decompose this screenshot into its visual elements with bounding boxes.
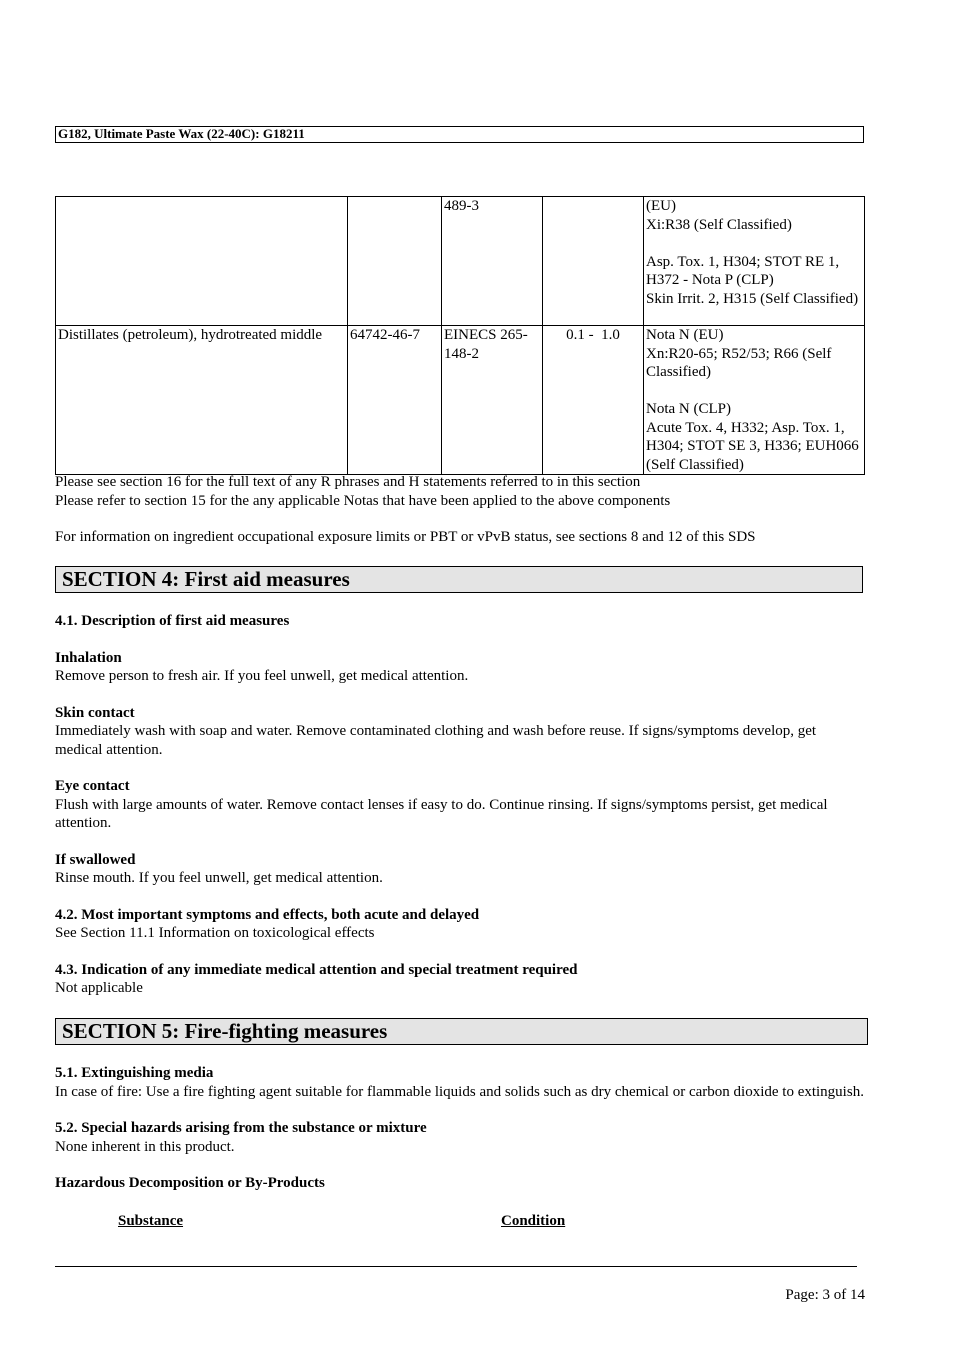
- column-header-condition: Condition: [501, 1213, 566, 1229]
- page-number: Page: 3 of 14: [785, 1287, 865, 1303]
- subsection-heading: 5.2. Special hazards arising from the substance or mixture: [55, 1120, 427, 1136]
- classification-line: Acute Tox. 4, H332; Asp. Tox. 1, H304; STOT SE 3, H336; EUH066 (Self Classified): [646, 419, 859, 473]
- table-notes: [55, 473, 875, 547]
- paragraph: None inherent in this product.: [55, 1138, 235, 1155]
- section-5-title: SECTION 5: Fire-fighting measures: [55, 1018, 868, 1045]
- document-header: G182, Ultimate Paste Wax (22-40C): G18211: [55, 126, 864, 143]
- subsection-heading: Skin contact: [55, 704, 135, 721]
- classification-line: Xn:R20-65; R52/53; R66 (Self Classified): [646, 345, 832, 380]
- subsection-heading: If swallowed: [55, 851, 136, 868]
- paragraph: In case of fire: Use a fire fighting agent suitable for flammable liquids and solids such as dry chemical or carbon dioxide to extinguish.: [55, 1083, 864, 1100]
- ec-number: EINECS 265-148-2: [442, 326, 543, 475]
- classification-line: Nota N (EU): [646, 327, 724, 343]
- section-5-body: [55, 1064, 865, 1193]
- paragraph: Flush with large amounts of water. Remove contact lenses if easy to do. Continue rinsing. If signs/symptoms persist, get medical attention.: [55, 796, 828, 831]
- note-line: For information on ingredient occupational exposure limits or PBT or vPvB status, see sections 8 and 12 of this SDS: [55, 529, 756, 545]
- percent-range: 0.1 - 1.0: [543, 326, 644, 475]
- paragraph: Immediately wash with soap and water. Remove contaminated clothing and wash before reuse. If signs/symptoms develop, get medical attention.: [55, 723, 817, 758]
- subsection-heading: 5.1. Extinguishing media: [55, 1065, 214, 1081]
- section-4-title: SECTION 4: First aid measures: [55, 566, 863, 593]
- components-table: [55, 196, 865, 475]
- cas-number: 64742-46-7: [348, 326, 442, 475]
- ingredient-name: [56, 197, 348, 326]
- paragraph: Not applicable: [55, 980, 143, 996]
- subsection-heading: 4.3. Indication of any immediate medical attention and special treatment required: [55, 961, 578, 978]
- table-row: [56, 197, 865, 326]
- classification: [644, 197, 865, 326]
- classification-spacer: [646, 234, 862, 253]
- classification: [644, 326, 865, 475]
- subsection-heading: Inhalation: [55, 649, 122, 666]
- paragraph: See Section 11.1 Information on toxicological effects: [55, 925, 375, 941]
- subsection-heading: 4.2. Most important symptoms and effects, both acute and delayed: [55, 906, 480, 923]
- subsection-heading: Hazardous Decomposition or By-Products: [55, 1175, 325, 1191]
- classification-line: Nota N (CLP): [646, 401, 731, 417]
- column-header-substance: Substance: [118, 1213, 184, 1229]
- classification-line: Skin Irrit. 2, H315 (Self Classified): [646, 290, 859, 307]
- classification-line: Xi:R38 (Self Classified): [646, 216, 792, 233]
- footer-divider: [55, 1266, 857, 1267]
- section-4-body: [55, 612, 865, 998]
- classification-line: (EU): [646, 198, 676, 214]
- paragraph: Rinse mouth. If you feel unwell, get medical attention.: [55, 870, 383, 886]
- subsection-heading: Eye contact: [55, 778, 130, 794]
- ingredient-name: Distillates (petroleum), hydrotreated middle: [56, 326, 348, 475]
- note-line: Please refer to section 15 for the any applicable Notas that have been applied to the above components: [55, 492, 671, 509]
- paragraph: Remove person to fresh air. If you feel unwell, get medical attention.: [55, 668, 469, 684]
- ec-number: 489-3: [442, 197, 543, 326]
- cas-number: [348, 197, 442, 326]
- percent-range: [543, 197, 644, 326]
- classification-spacer: [646, 382, 862, 401]
- table-row: [56, 326, 865, 475]
- classification-line: Asp. Tox. 1, H304; STOT RE 1, H372 - Nota P (CLP): [646, 253, 840, 288]
- note-line: Please see section 16 for the full text of any R phrases and H statements referred to in this section: [55, 474, 641, 490]
- subsection-heading: 4.1. Description of first aid measures: [55, 613, 290, 629]
